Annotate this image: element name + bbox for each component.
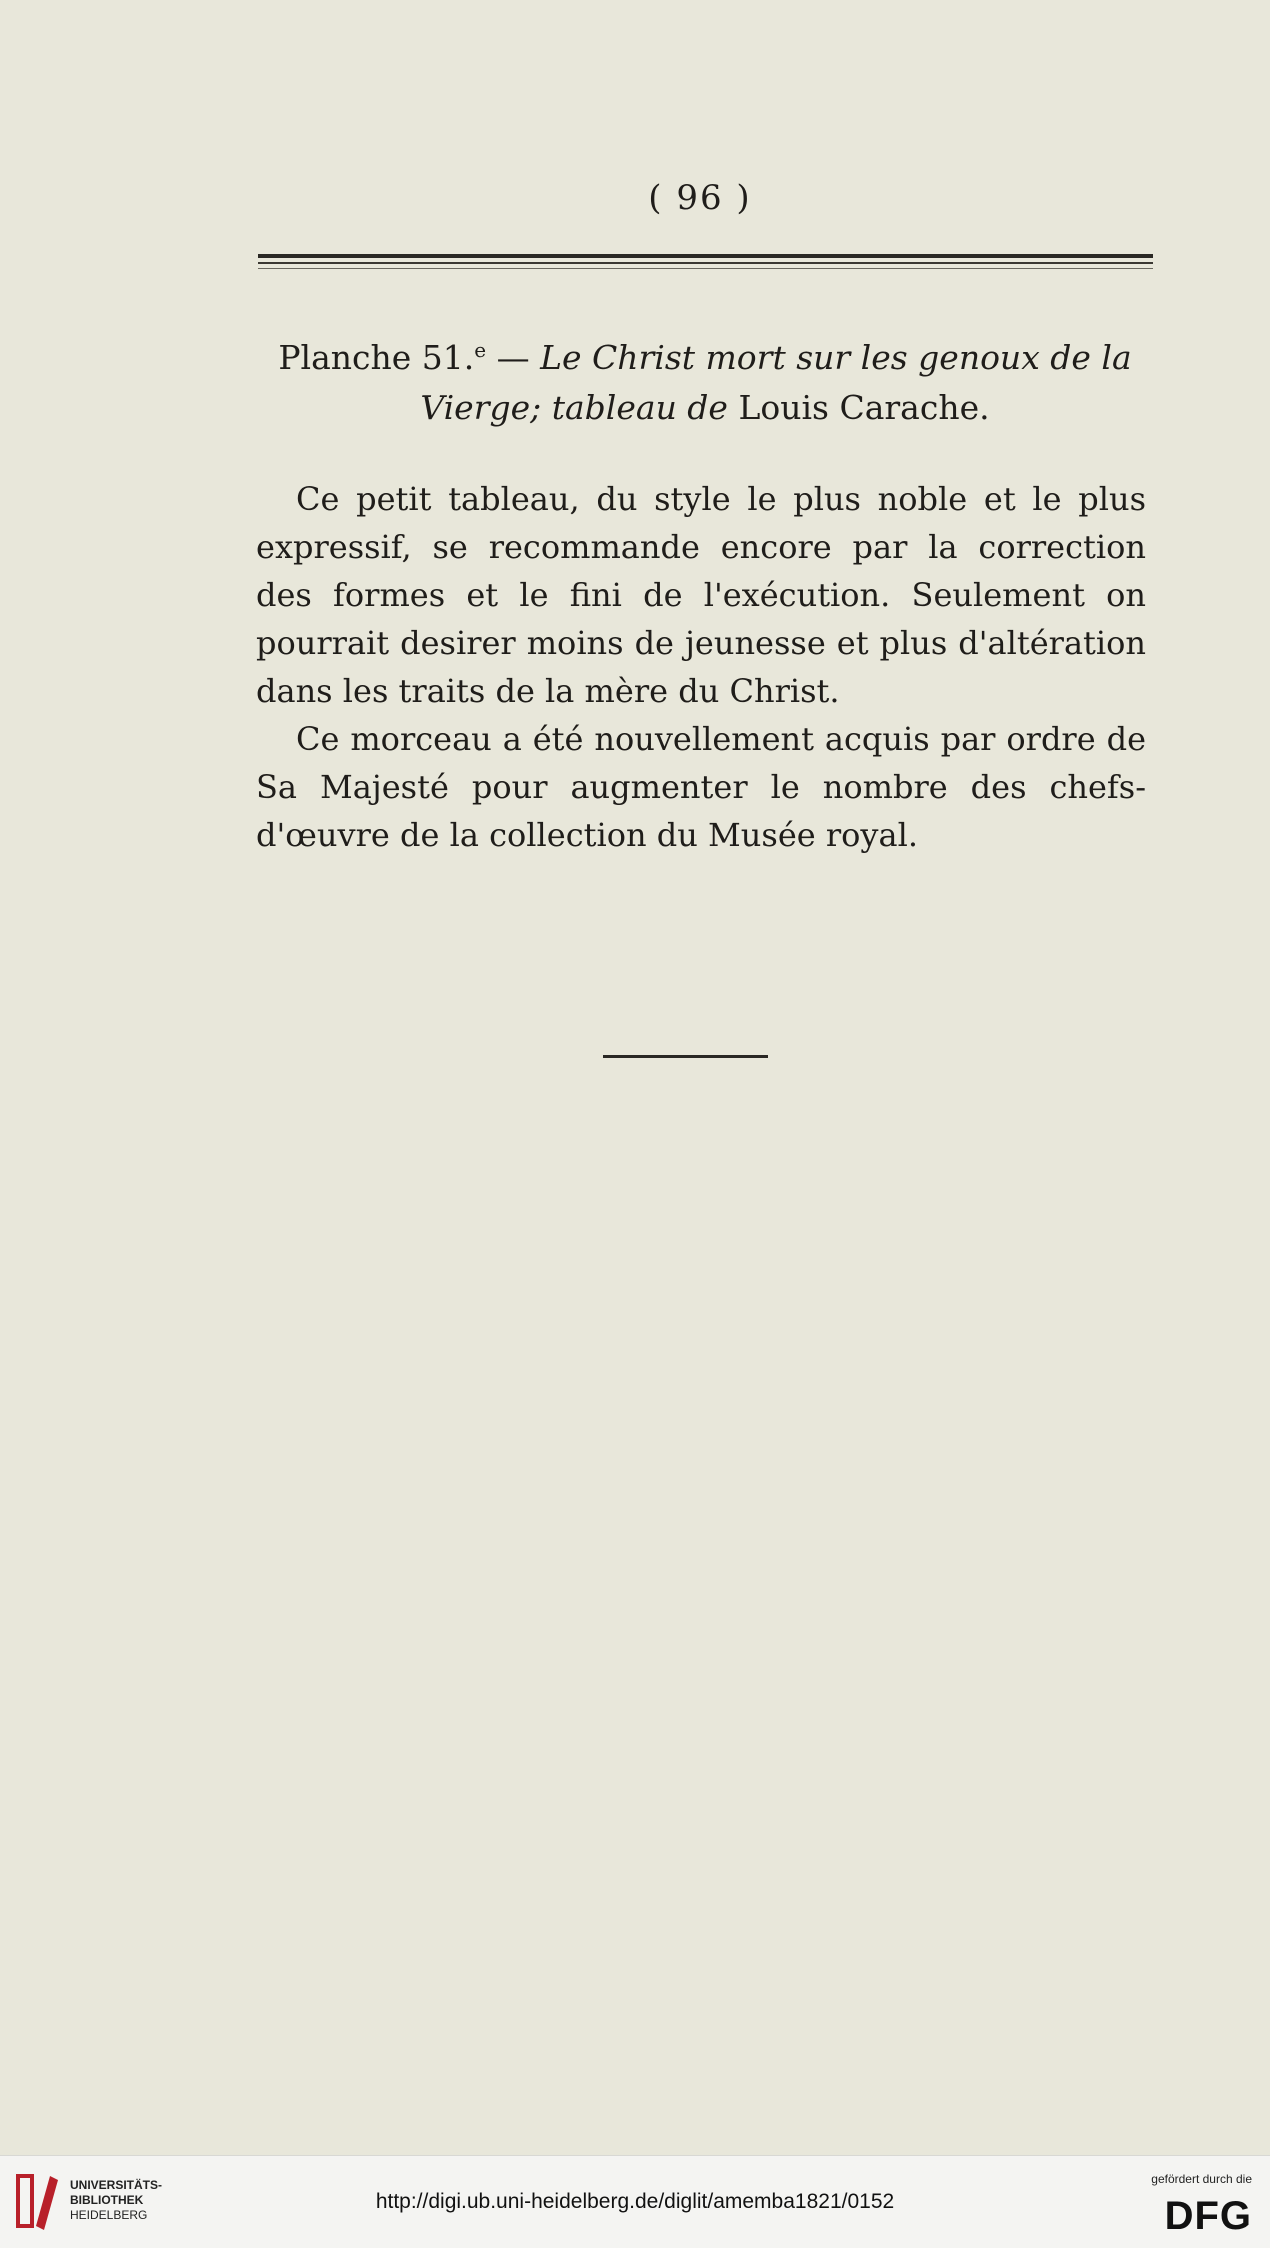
plate-title: Le Christ mort sur les genoux de la Vierge; tableau de	[420, 338, 1132, 427]
plate-number: Planche 51.	[278, 338, 475, 377]
footer-bar	[0, 2155, 1270, 2248]
library-line-1: UNIVERSITÄTS-	[70, 2178, 163, 2192]
library-line-3: HEIDELBERG	[70, 2208, 148, 2222]
plate-artist: Louis Carache.	[738, 388, 990, 427]
header-rule-thin	[258, 262, 1153, 264]
library-line-2: BIBLIOTHEK	[70, 2193, 144, 2207]
paragraph-2: Ce morceau a été nouvellement acquis par ordre de Sa Majesté pour augmenter le nombre des chefs-d'œuvre de la collection du Musée royal.	[256, 720, 1146, 854]
permalink-url[interactable]: http://digi.ub.uni-heidelberg.de/diglit/amemba1821/0152	[375, 2190, 895, 2213]
plate-number-sup: e	[474, 338, 487, 362]
page-number: ( 96 )	[648, 178, 752, 218]
body-text	[256, 475, 1146, 859]
dfg-logo: DFG	[1164, 2194, 1252, 2238]
funding-label: gefördert durch die	[1151, 2172, 1252, 2186]
paragraph-1: Ce petit tableau, du style le plus noble et le plus expressif, se recommande encore par la correction des formes et le fini de l'exécution. Seulement on pourrait desirer moins de jeunesse et plus d'altération dans les traits de la mère du Christ.	[256, 480, 1146, 710]
end-rule	[603, 1055, 768, 1058]
plate-heading	[260, 325, 1150, 433]
header-rule-thick	[258, 254, 1153, 258]
header-rule-hairline	[258, 268, 1153, 269]
heading-dash: —	[486, 338, 541, 377]
